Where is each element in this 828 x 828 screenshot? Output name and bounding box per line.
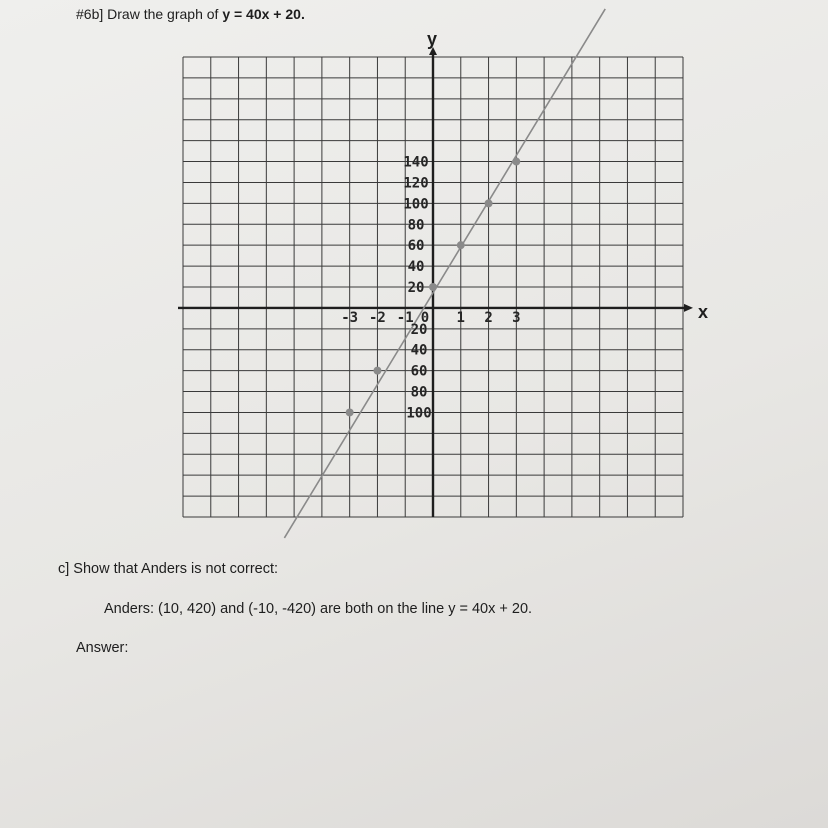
y-tick-label: 100 xyxy=(403,196,429,213)
x-axis-arrow-icon xyxy=(684,304,693,312)
part-c-prompt: c] Show that Anders is not correct: xyxy=(58,561,279,577)
anders-claim: (10, 420) and (-10, -420) are both on the line y = 40x + 20. xyxy=(158,601,533,617)
y-tick-label: 20 xyxy=(407,280,425,296)
y-tick-label: 20 xyxy=(410,321,428,338)
y-tick-label: 80 xyxy=(407,217,425,234)
y-tick-label: 120 xyxy=(403,175,429,192)
plotted-point xyxy=(457,241,465,249)
y-tick-label: 80 xyxy=(410,384,428,401)
anders-label: Anders: xyxy=(104,601,154,617)
y-tick-label: 140 xyxy=(403,154,429,171)
x-tick-label: -2 xyxy=(369,309,386,326)
y-tick-label: 40 xyxy=(407,259,425,276)
x-tick-label: 1 xyxy=(456,309,465,326)
plotted-point xyxy=(429,283,437,291)
y-tick-label: 60 xyxy=(410,363,428,380)
student-drawn-line xyxy=(284,9,605,538)
x-tick-label: 3 xyxy=(512,309,521,326)
y-tick-label: 100 xyxy=(406,405,432,422)
plotted-point xyxy=(485,199,493,207)
answer-label: Answer: xyxy=(76,640,129,656)
question-equation: y = 40x + 20. xyxy=(222,6,305,22)
x-tick-label: -1 xyxy=(396,309,414,326)
x-axis-label: x xyxy=(698,302,709,322)
question-label: #6b] Draw the graph of xyxy=(76,6,219,22)
graph-line-y-40x-plus-20 xyxy=(284,9,605,538)
plotted-point xyxy=(512,158,520,166)
anders-statement xyxy=(104,601,532,617)
y-tick-label: 40 xyxy=(410,342,428,359)
y-tick-label: 60 xyxy=(407,238,425,255)
plotted-point xyxy=(373,367,381,375)
x-tick-label: 2 xyxy=(484,309,493,326)
graph-axes xyxy=(178,29,708,517)
plotted-point xyxy=(346,408,354,416)
x-tick-label: -3 xyxy=(341,309,359,326)
y-axis-label: y xyxy=(427,29,438,49)
x-tick-label: 0 xyxy=(420,309,430,326)
